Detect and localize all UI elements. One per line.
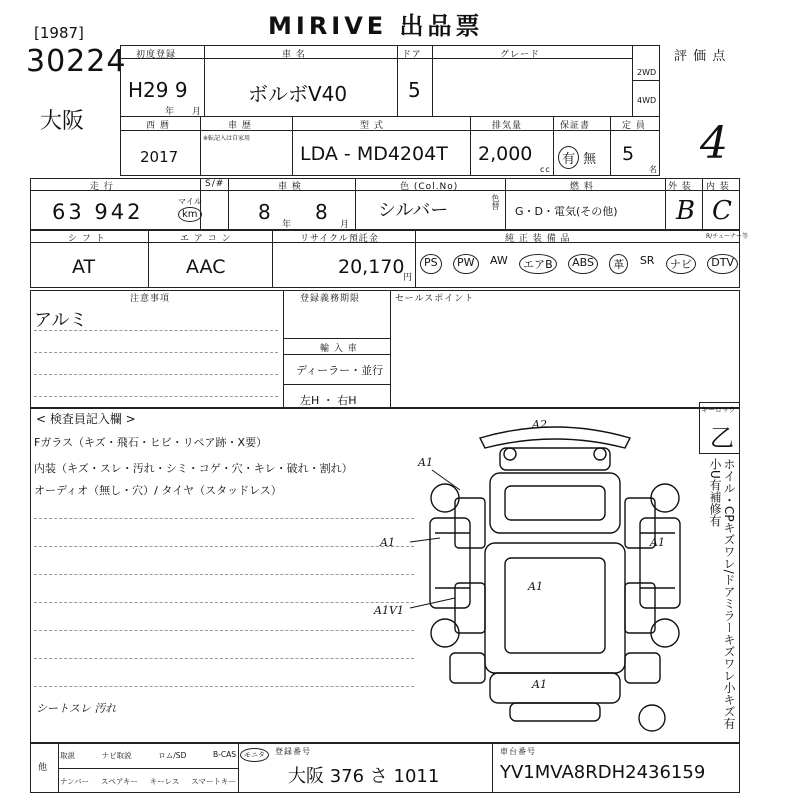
door-label: ドア <box>402 50 422 60</box>
equip-navi: ナビ <box>666 254 696 274</box>
car-damage-diagram <box>374 418 700 738</box>
ac-value: AAC <box>186 256 226 278</box>
equip-sr: SR <box>639 254 655 267</box>
mark-rear: A1 <box>532 678 547 691</box>
side-text: ホイル・CPキズワレ/ドアミラーキズワレ小キズ有小U有補修有 <box>708 458 736 730</box>
year-tag: [1987] <box>34 24 84 42</box>
car-name-value: ボルボV40 <box>248 82 348 106</box>
footer-option-label: 他 <box>38 763 48 773</box>
inspector-line1: Fガラス（キズ・飛石・ヒビ・リペア跡・X要） <box>34 436 268 449</box>
exterior-value: B <box>676 196 696 226</box>
grade-label: グレード <box>500 50 541 60</box>
inspection-month: 8 <box>315 200 328 224</box>
inspector-line2: 内装（キズ・スレ・汚れ・シミ・コゲ・穴・キレ・破れ・割れ） <box>34 462 353 475</box>
car-name-label: 車 名 <box>282 50 306 60</box>
score-value: 4 <box>700 118 728 169</box>
lot-number: 30224 <box>26 44 127 79</box>
shift-value: AT <box>72 256 96 278</box>
equip-pw: PW <box>453 254 479 274</box>
interior-value: C <box>712 196 732 226</box>
import-value: ディーラー・並行 <box>296 364 384 377</box>
vin-value: YV1MVA8RDH2436159 <box>500 762 706 783</box>
plate-value: 大阪 376 さ 1011 <box>288 766 440 787</box>
mark-left-rear: A1V1 <box>374 604 404 617</box>
mark-front-left: A1 <box>418 456 433 469</box>
location: 大阪 <box>40 109 85 134</box>
steering-value: 左H ・ 右H <box>300 394 357 407</box>
notes-value: アルミ <box>34 310 88 331</box>
mark-right-door: A1 <box>650 536 665 549</box>
model-value: LDA - MD4204T <box>300 143 448 165</box>
equipment-list <box>420 254 738 274</box>
mark-roof: A1 <box>528 580 543 593</box>
notes-box <box>30 290 740 408</box>
footer-items-row1: 取説 ナビ取説 ロム/SD B-CAS <box>60 750 236 760</box>
fuel-value: G・D・電気(その他) <box>515 205 618 218</box>
inspector-label: < 検査員記入欄 > <box>36 412 136 426</box>
door-value: 5 <box>408 78 421 102</box>
equip-leather: 革 <box>609 254 628 274</box>
mileage-value: 63 942 <box>52 200 144 224</box>
equip-aw: AW <box>489 254 508 267</box>
handwritten-note: シートスレ 汚れ <box>36 702 117 715</box>
equip-dtv: DTV <box>707 254 738 274</box>
displacement-value: 2,000 <box>478 143 533 165</box>
recycle-value: 20,170 <box>338 256 405 278</box>
color-value: シルバー <box>378 200 449 221</box>
mileage-unit-km: km <box>178 207 202 222</box>
score-label: 評 価 点 <box>674 49 727 64</box>
capacity-value: 5 <box>622 143 635 165</box>
first-reg-label: 初度登録 <box>136 50 177 60</box>
first-reg-value: H29 9 <box>128 78 188 102</box>
mark-left-door: A1 <box>380 536 395 549</box>
key-lock-mark: 乙 <box>710 424 734 452</box>
inspection-year: 8 <box>258 200 271 224</box>
year-value: 2017 <box>140 148 179 166</box>
page-title: MIRIVE 出品票 <box>268 12 484 40</box>
warranty-options: 有 無 <box>558 146 596 169</box>
equip-abs: ABS <box>568 254 598 274</box>
equip-airbag: エアB <box>519 254 557 274</box>
inspector-line3: オーディオ（無し・穴）/ タイヤ（スタッドレス） <box>34 484 282 497</box>
footer-items-row2: ナンバー スペアキー キーレス スマートキー <box>60 777 236 786</box>
monitor-label: モニタ <box>240 748 269 762</box>
equip-ps: PS <box>420 254 442 274</box>
mark-front: A2 <box>532 418 547 431</box>
